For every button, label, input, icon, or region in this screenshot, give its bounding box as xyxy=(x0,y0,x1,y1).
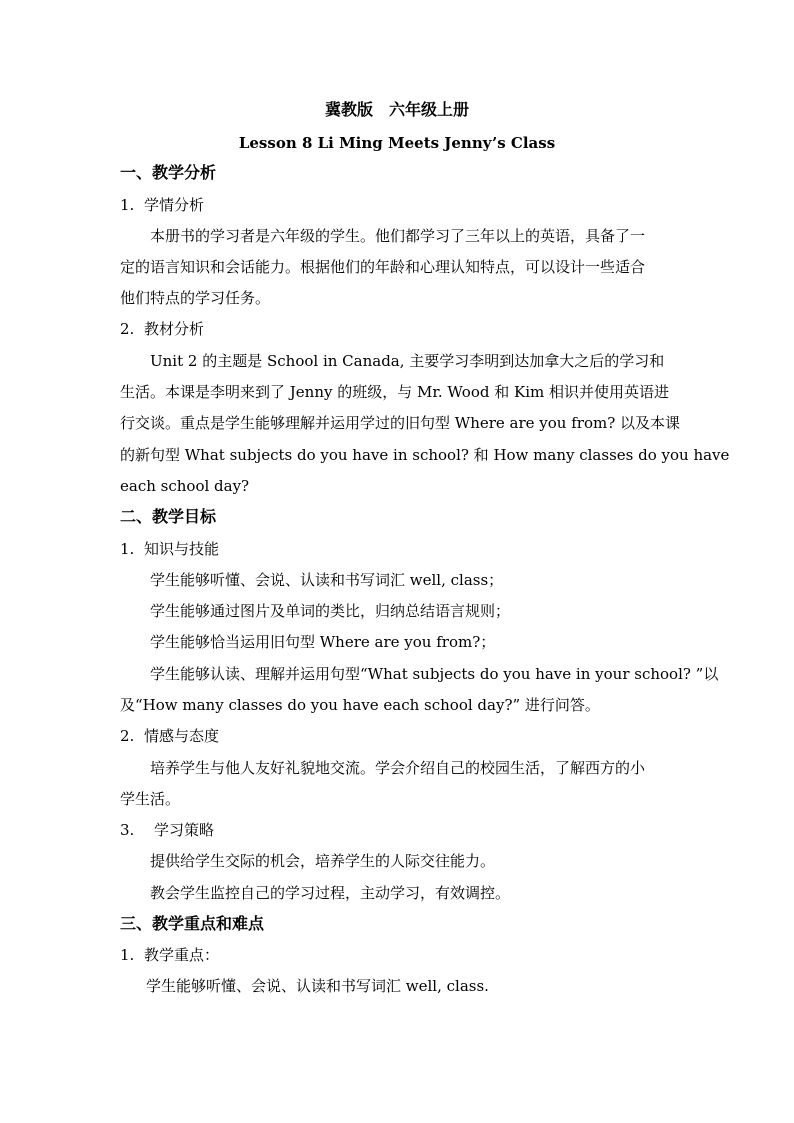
lesson-title: Lesson 8 Li Ming Meets Jenny’s Class xyxy=(238,134,556,152)
paragraph-line: 定的语言知识和会话能力。根据他们的年龄和心理认知特点，可以设计一些适合 xyxy=(120,258,646,276)
paragraph-line: 学生活。 xyxy=(120,790,181,808)
subsection-emotion-attitude xyxy=(120,726,219,746)
item-label: 学习策略 xyxy=(154,821,215,839)
paragraph-line: 教会学生监控自己的学习过程，主动学习，有效调控。 xyxy=(150,884,511,902)
paragraph-line: Unit 2 的主题是 School in Canada, 主要学习李明到达加拿大之后的学习和 xyxy=(150,352,665,370)
paragraph-line: 学生能够听懂、会说、认读和书写词汇 well, class； xyxy=(150,571,504,589)
paragraph-line: 行交谈。重点是学生能够理解并运用学过的旧句型 Where are you from? 以及本课 xyxy=(120,414,681,432)
paragraph-line: 培养学生与他人友好礼貌地交流。学会介绍自己的校园生活，了解西方的小 xyxy=(150,759,646,777)
subsection-teaching-focus xyxy=(120,945,219,965)
item-number: 1. xyxy=(120,540,135,558)
paragraph-line: 学生能够恰当运用旧句型 Where are you from?； xyxy=(150,633,496,651)
item-label: 教学重点： xyxy=(144,946,220,964)
item-number: 2. xyxy=(120,727,135,745)
section-heading-key-points: 三、教学重点和难点 xyxy=(120,914,265,933)
item-label: 教材分析 xyxy=(144,320,205,338)
item-number: 1. xyxy=(120,196,135,214)
paragraph-line: 本册书的学习者是六年级的学生。他们都学习了三年以上的英语，具备了一 xyxy=(150,227,646,245)
paragraph-line: 他们特点的学习任务。 xyxy=(120,289,271,307)
item-label: 学情分析 xyxy=(144,196,205,214)
paragraph-line: 的新句型 What subjects do you have in school? 和 How many classes do you have xyxy=(120,446,730,464)
subsection-knowledge-skills xyxy=(120,539,219,559)
paragraph-line: 提供给学生交际的机会，培养学生的人际交往能力。 xyxy=(150,852,496,870)
paragraph-line: 学生能够听懂、会说、认读和书写词汇 well, class. xyxy=(146,977,489,995)
item-number: 1. xyxy=(120,946,135,964)
paragraph-line: 学生能够认读、理解并运用句型“What subjects do you have in your school? ”以 xyxy=(150,665,719,683)
paragraph-line: 学生能够通过图片及单词的类比，归纳总结语言规则； xyxy=(150,602,511,620)
item-label: 情感与态度 xyxy=(144,727,220,745)
item-label: 知识与技能 xyxy=(144,540,220,558)
subsection-learning-strategy xyxy=(120,820,214,840)
section-heading-objectives: 二、教学目标 xyxy=(120,507,217,526)
paragraph-line: each school day? xyxy=(120,477,250,495)
document-title: 冀教版 六年级上册 xyxy=(324,100,469,119)
section-heading-analysis: 一、教学分析 xyxy=(120,163,217,182)
paragraph-line: 及“How many classes do you have each school day?” 进行问答。 xyxy=(120,696,600,714)
subsection-learner-analysis xyxy=(120,195,204,215)
item-number: 2. xyxy=(120,320,135,338)
item-number: 3. xyxy=(120,821,135,839)
subsection-material-analysis xyxy=(120,319,204,339)
paragraph-line: 生活。本课是李明来到了 Jenny 的班级，与 Mr. Wood 和 Kim 相识并使用英语进 xyxy=(120,383,670,401)
